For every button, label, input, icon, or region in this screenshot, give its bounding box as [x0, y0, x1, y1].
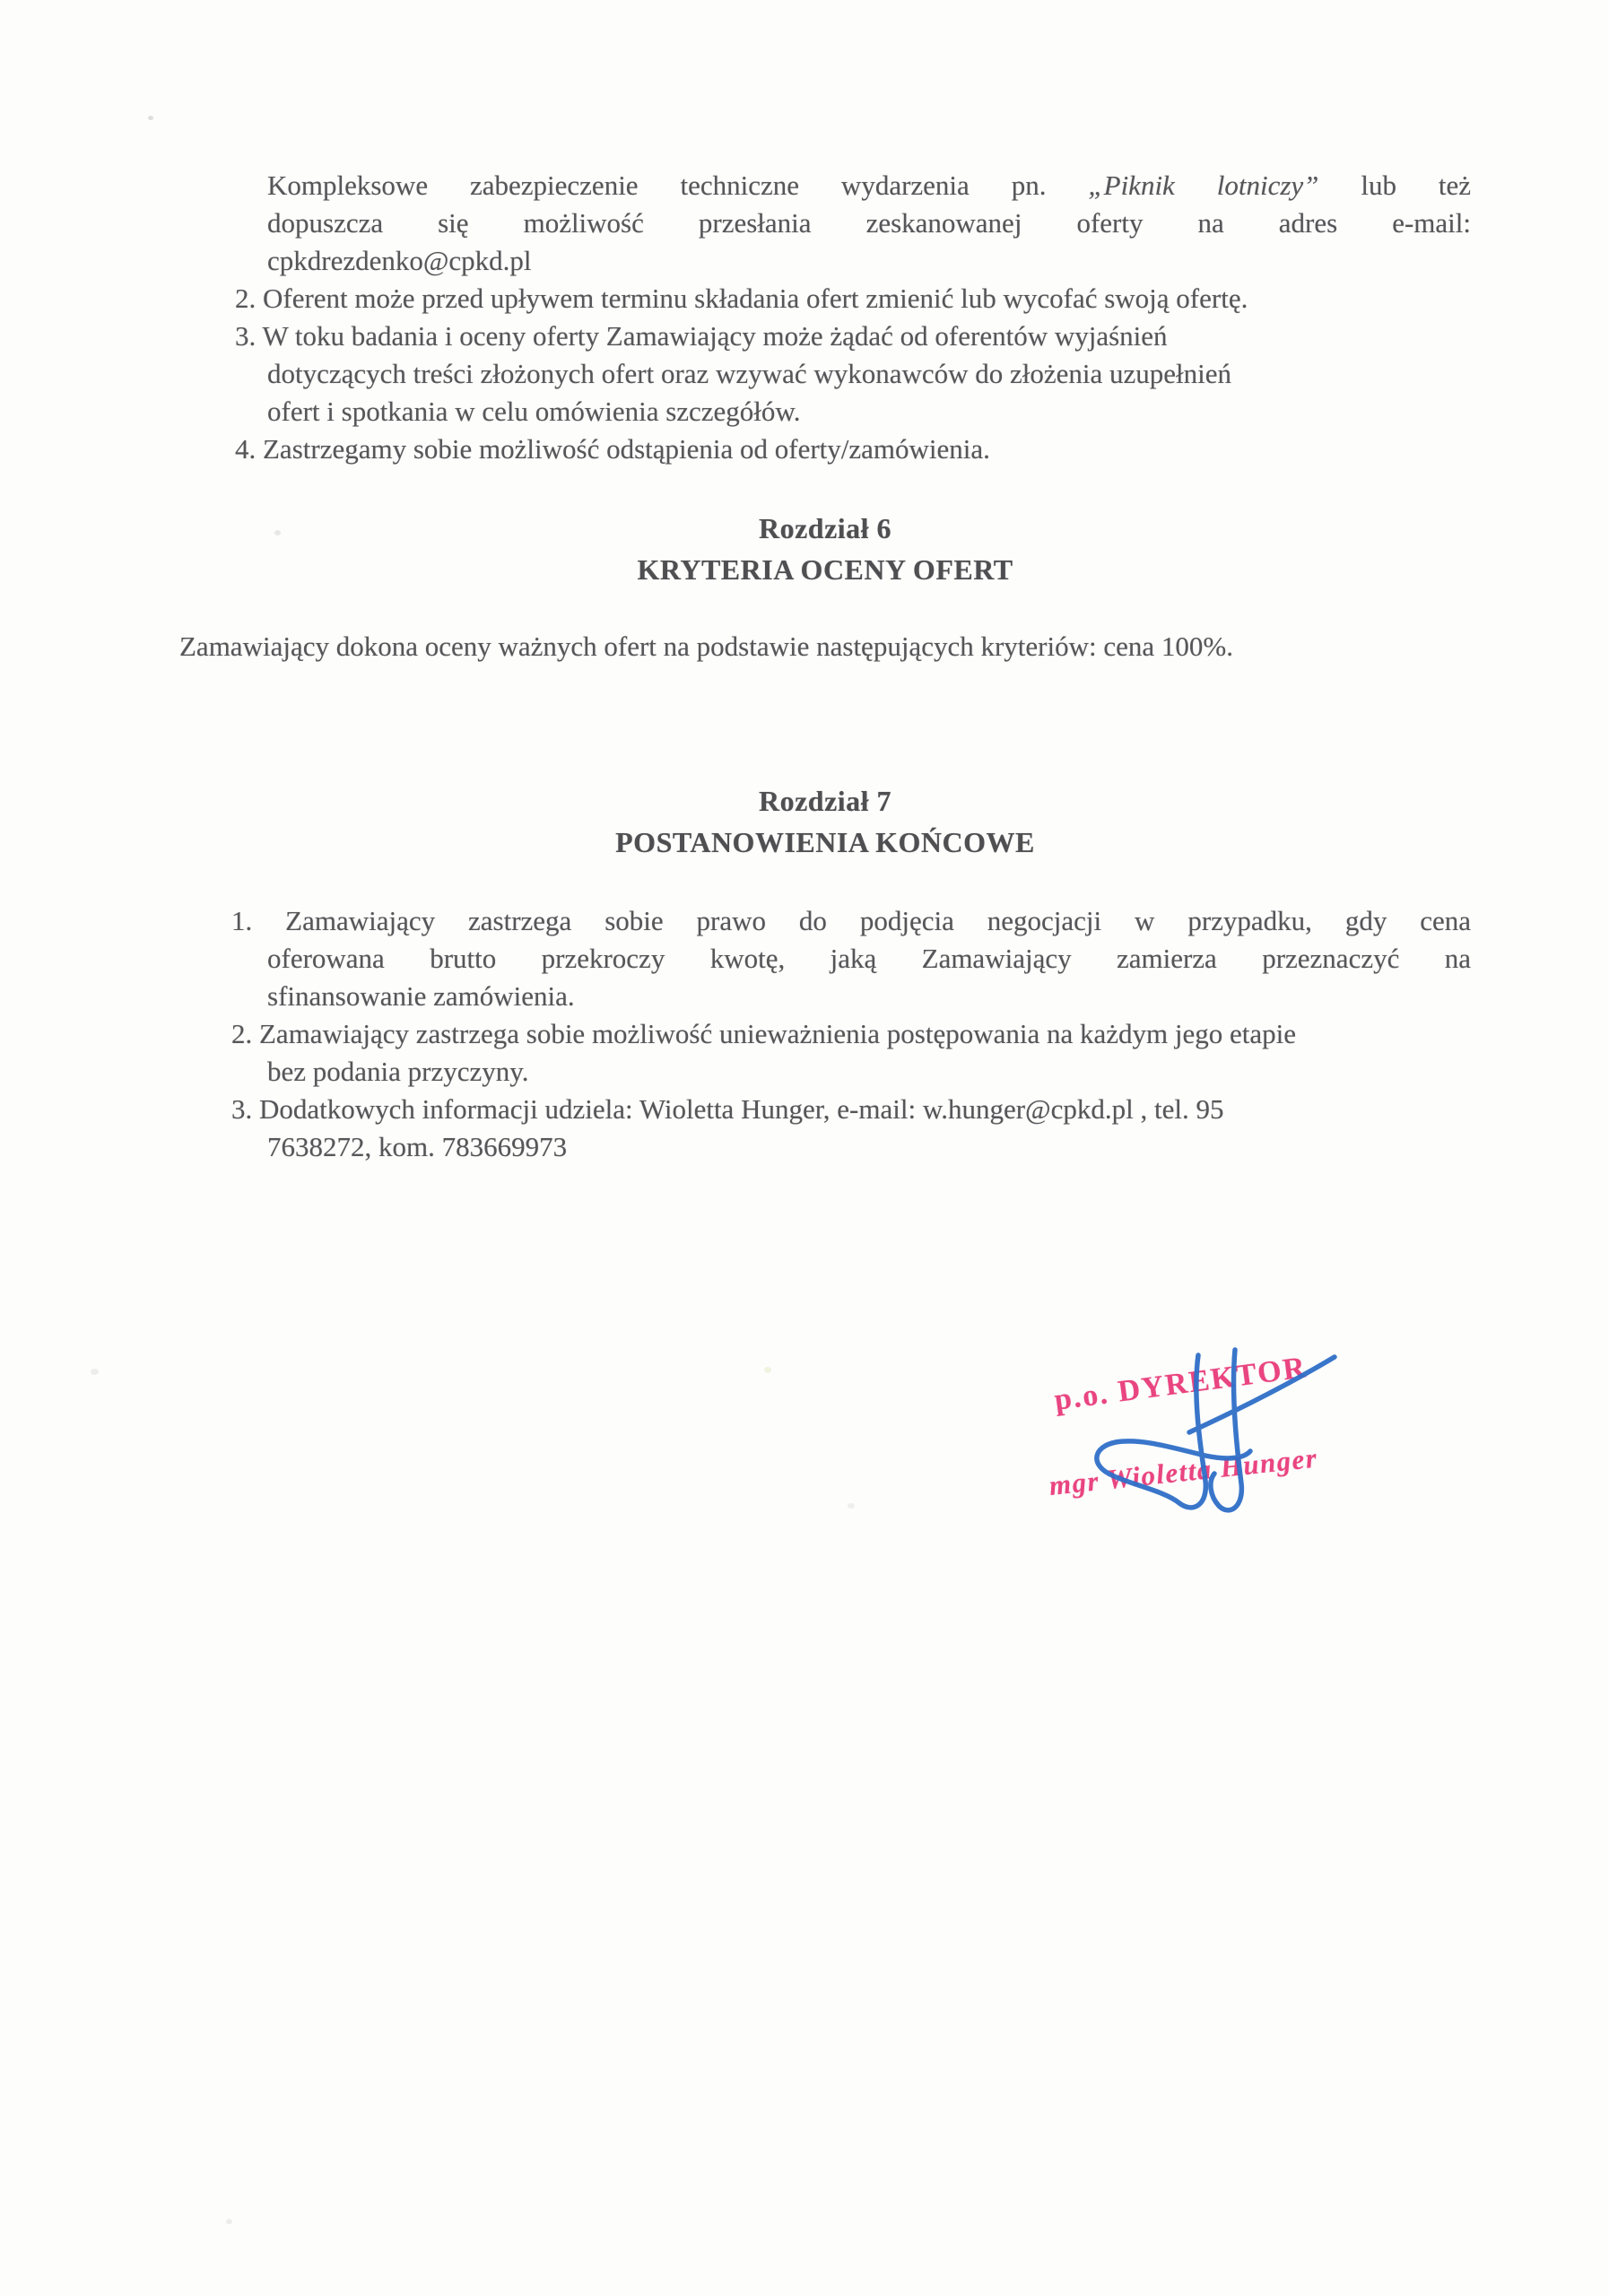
scan-speck: [848, 1503, 855, 1509]
chapter6-label: Rozdział 6: [758, 512, 892, 544]
intro-text-before: Kompleksowe zabezpieczenie techniczne wydarzenia pn.: [267, 170, 1089, 201]
list-item: 1. Zamawiający zastrzega sobie prawo do podjęcia negocjacji w przypadku, gdy cena: [231, 905, 1471, 936]
document-body: [179, 167, 1471, 1166]
scan-speck: [91, 1369, 99, 1375]
list-item-continuation: 7638272, kom. 783669973: [267, 1131, 568, 1162]
list-item-continuation: oferowana brutto przekroczy kwotę, jaką Zamawiający zamierza przeznaczyć na: [267, 943, 1471, 974]
intro-line-1: [267, 167, 1471, 204]
list-item: 3. Dodatkowych informacji udziela: Wioletta Hunger, e-mail: w.hunger@cpkd.pl , tel. 95: [231, 1093, 1224, 1125]
contact-email: cpkdrezdenko@cpkd.pl: [267, 245, 532, 276]
list-item: 4. Zastrzegamy sobie możliwość odstąpienia od oferty/zamówienia.: [235, 433, 990, 465]
chapter7-title: POSTANOWIENIA KOŃCOWE: [615, 826, 1035, 858]
chapter6-title: KRYTERIA OCENY OFERT: [637, 553, 1013, 586]
intro-line-2: dopuszcza się możliwość przesłania zeskanowanej oferty na adres e-mail:: [267, 207, 1471, 239]
list-item-continuation: dotyczących treści złożonych ofert oraz wzywać wykonawców do złożenia uzupełnień: [267, 358, 1232, 389]
intro-text-after: lub też: [1318, 170, 1471, 201]
list-item-continuation: sfinansowanie zamówienia.: [267, 980, 575, 1012]
scan-speck: [764, 1367, 771, 1373]
stamp-name-text: mgr Wioletta Hunger: [1048, 1441, 1319, 1501]
scan-speck: [148, 116, 153, 120]
list-item-continuation: bez podania przyczyny.: [267, 1056, 529, 1087]
stamp-role-text: p.o. DYREKTOR: [1052, 1351, 1309, 1417]
chapter6-body: Zamawiający dokona oceny ważnych ofert na podstawie następujących kryteriów: cena 100%.: [179, 631, 1233, 662]
chapter7-label: Rozdział 7: [758, 785, 892, 817]
signature-block: [1013, 1305, 1408, 1543]
event-name-italic: „Piknik lotniczy”: [1088, 170, 1319, 201]
list-item: 2. Zamawiający zastrzega sobie możliwość unieważnienia postępowania na każdym jego etapie: [231, 1018, 1296, 1049]
list-item-continuation: ofert i spotkania w celu omówienia szczegółów.: [267, 396, 801, 427]
list-item: 3. W toku badania i oceny oferty Zamawiający może żądać od oferentów wyjaśnień: [235, 320, 1168, 352]
list-item: 2. Oferent może przed upływem terminu składania ofert zmienić lub wycofać swoją ofertę.: [235, 283, 1248, 314]
scan-speck: [226, 2219, 232, 2224]
signature-scribble: [1013, 1305, 1390, 1529]
